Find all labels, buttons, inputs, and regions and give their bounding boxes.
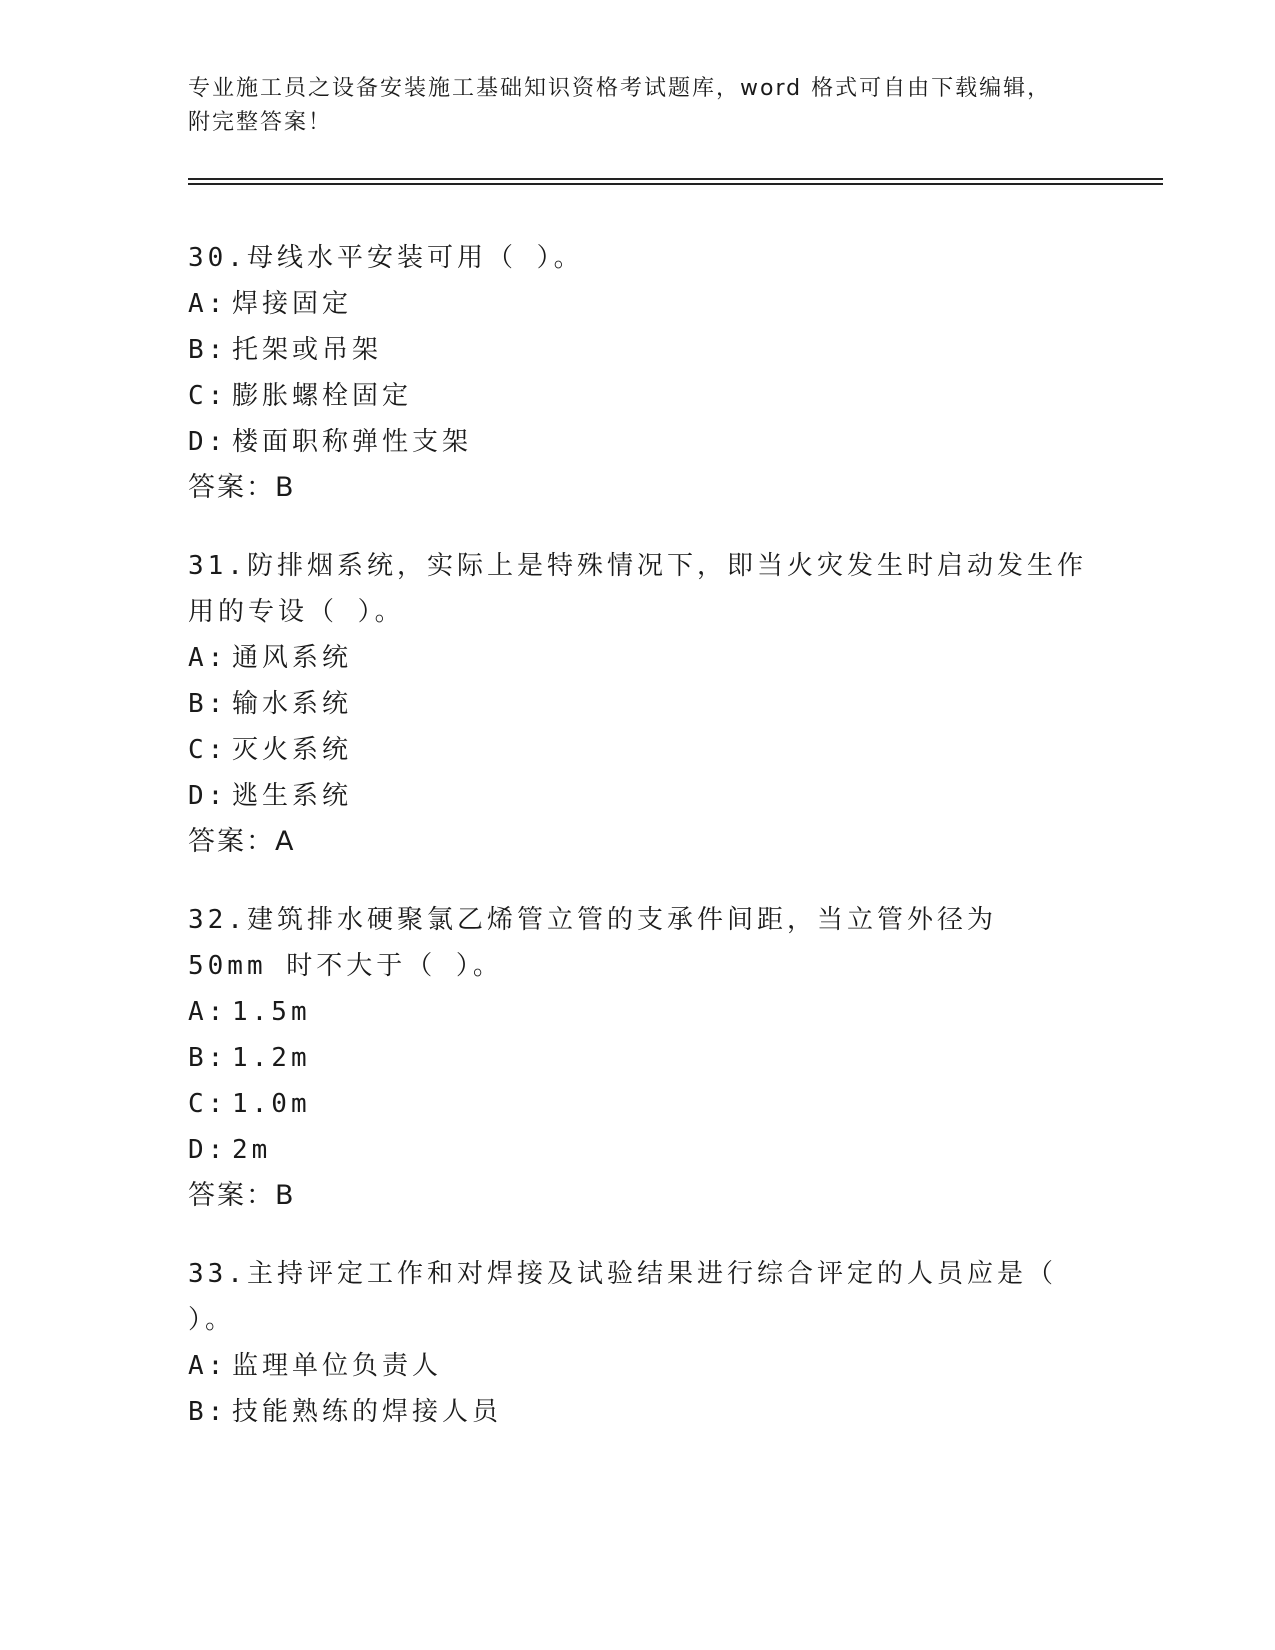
option-key: B:: [188, 335, 228, 365]
header-rule-top: [188, 178, 1163, 180]
question-32: [188, 897, 1088, 1219]
option-d: [188, 419, 1088, 465]
option-d: [188, 1127, 1088, 1173]
option-a: [188, 281, 1088, 327]
option-text: 技能熟练的焊接人员: [232, 1397, 503, 1427]
answer-line: 答案：B: [188, 472, 296, 503]
option-d: [188, 773, 1088, 819]
question-stem: 31.防排烟系统，实际上是特殊情况下，即当火灾发生时启动发生作用的专设（ ）。: [188, 551, 1087, 627]
header-rule-bottom: [188, 183, 1163, 185]
option-key: C:: [188, 381, 228, 411]
option-text: 焊接固定: [232, 289, 353, 319]
option-text: 1.5m: [232, 997, 311, 1027]
answer-line: 答案：B: [188, 1180, 296, 1211]
option-key: D:: [188, 1135, 228, 1165]
option-b: [188, 327, 1088, 373]
option-text: 楼面职称弹性支架: [232, 427, 473, 457]
option-key: C:: [188, 735, 228, 765]
question-stem: 33.主持评定工作和对焊接及试验结果进行综合评定的人员应是（ ）。: [188, 1259, 1057, 1335]
option-text: 逃生系统: [232, 781, 353, 811]
option-c: [188, 1081, 1088, 1127]
option-text: 1.2m: [232, 1043, 311, 1073]
option-key: A:: [188, 1351, 228, 1381]
option-key: A:: [188, 289, 228, 319]
option-text: 输水系统: [232, 689, 353, 719]
option-key: D:: [188, 781, 228, 811]
option-text: 灭火系统: [232, 735, 353, 765]
option-b: [188, 1035, 1088, 1081]
option-b: [188, 1389, 1088, 1435]
option-key: D:: [188, 427, 228, 457]
option-text: 通风系统: [232, 643, 353, 673]
option-a: [188, 1343, 1088, 1389]
document-header: [188, 72, 1088, 140]
option-key: B:: [188, 689, 228, 719]
option-a: [188, 989, 1088, 1035]
question-stem: 32.建筑排水硬聚氯乙烯管立管的支承件间距，当立管外径为 50mm 时不大于（ ）。: [188, 905, 997, 981]
option-text: 托架或吊架: [232, 335, 383, 365]
option-key: B:: [188, 1043, 228, 1073]
question-30: [188, 235, 1088, 511]
option-c: [188, 727, 1088, 773]
option-key: C:: [188, 1089, 228, 1119]
header-line-2: 附完整答案！: [188, 110, 333, 135]
option-text: 2m: [232, 1135, 272, 1165]
option-a: [188, 635, 1088, 681]
option-text: 监理单位负责人: [232, 1351, 443, 1381]
option-text: 1.0m: [232, 1089, 311, 1119]
option-key: A:: [188, 997, 228, 1027]
question-33: [188, 1251, 1088, 1435]
header-line-1: 专业施工员之设备安装施工基础知识资格考试题库，word 格式可自由下载编辑，: [188, 76, 1052, 101]
answer-line: 答案：A: [188, 826, 296, 857]
question-list: [188, 235, 1088, 1467]
option-c: [188, 373, 1088, 419]
question-stem: 30.母线水平安装可用（ ）。: [188, 243, 584, 273]
option-text: 膨胀螺栓固定: [232, 381, 413, 411]
question-31: [188, 543, 1088, 865]
option-b: [188, 681, 1088, 727]
option-key: A:: [188, 643, 228, 673]
option-key: B:: [188, 1397, 228, 1427]
